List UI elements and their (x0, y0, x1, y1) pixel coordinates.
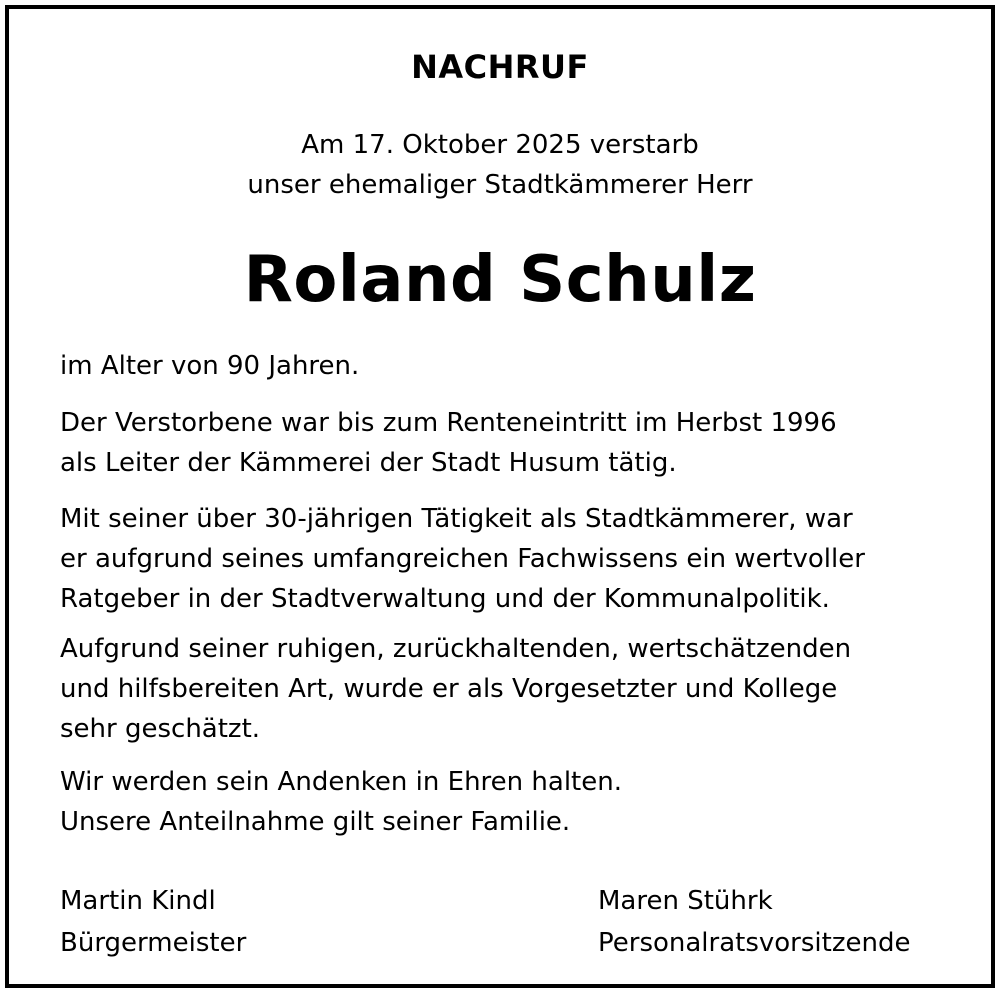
intro-text (9, 125, 991, 205)
text-line: er aufgrund seines umfangreichen Fachwissens ein wertvoller (60, 544, 865, 574)
text-line: im Alter von 90 Jahren. (60, 351, 360, 381)
obituary-notice (5, 5, 995, 988)
intro-line: Am 17. Oktober 2025 verstarb (301, 130, 699, 160)
text-line: Der Verstorbene war bis zum Renteneintritt im Herbst 1996 (60, 408, 837, 438)
character-paragraph (60, 629, 960, 749)
signatory-name: Maren Stührk (598, 886, 773, 916)
age-paragraph (60, 346, 960, 386)
text-line: Wir werden sein Andenken in Ehren halten. (60, 767, 622, 797)
signatory-title: Personalratsvorsitzende (598, 928, 911, 958)
signatory-name: Martin Kindl (60, 886, 216, 916)
signature-staff-council (598, 880, 910, 964)
merits-paragraph (60, 499, 960, 619)
text-line: Aufgrund seiner ruhigen, zurückhaltenden, wertschätzenden (60, 634, 852, 664)
text-line: als Leiter der Kämmerei der Stadt Husum tätig. (60, 448, 677, 478)
career-paragraph (60, 403, 960, 483)
intro-line: unser ehemaliger Stadtkämmerer Herr (247, 170, 753, 200)
signatory-title: Bürgermeister (60, 928, 247, 958)
text-line: sehr geschätzt. (60, 714, 261, 744)
notice-heading: NACHRUF (411, 48, 589, 86)
closing-paragraph (60, 762, 960, 842)
text-line: Ratgeber in der Stadtverwaltung und der Kommunalpolitik. (60, 584, 830, 614)
text-line: und hilfsbereiten Art, wurde er als Vorgesetzter und Kollege (60, 674, 838, 704)
text-line: Mit seiner über 30-jährigen Tätigkeit als Stadtkämmerer, war (60, 504, 853, 534)
signature-mayor (60, 880, 246, 964)
text-line: Unsere Anteilnahme gilt seiner Familie. (60, 807, 571, 837)
deceased-name: Roland Schulz (243, 243, 757, 317)
